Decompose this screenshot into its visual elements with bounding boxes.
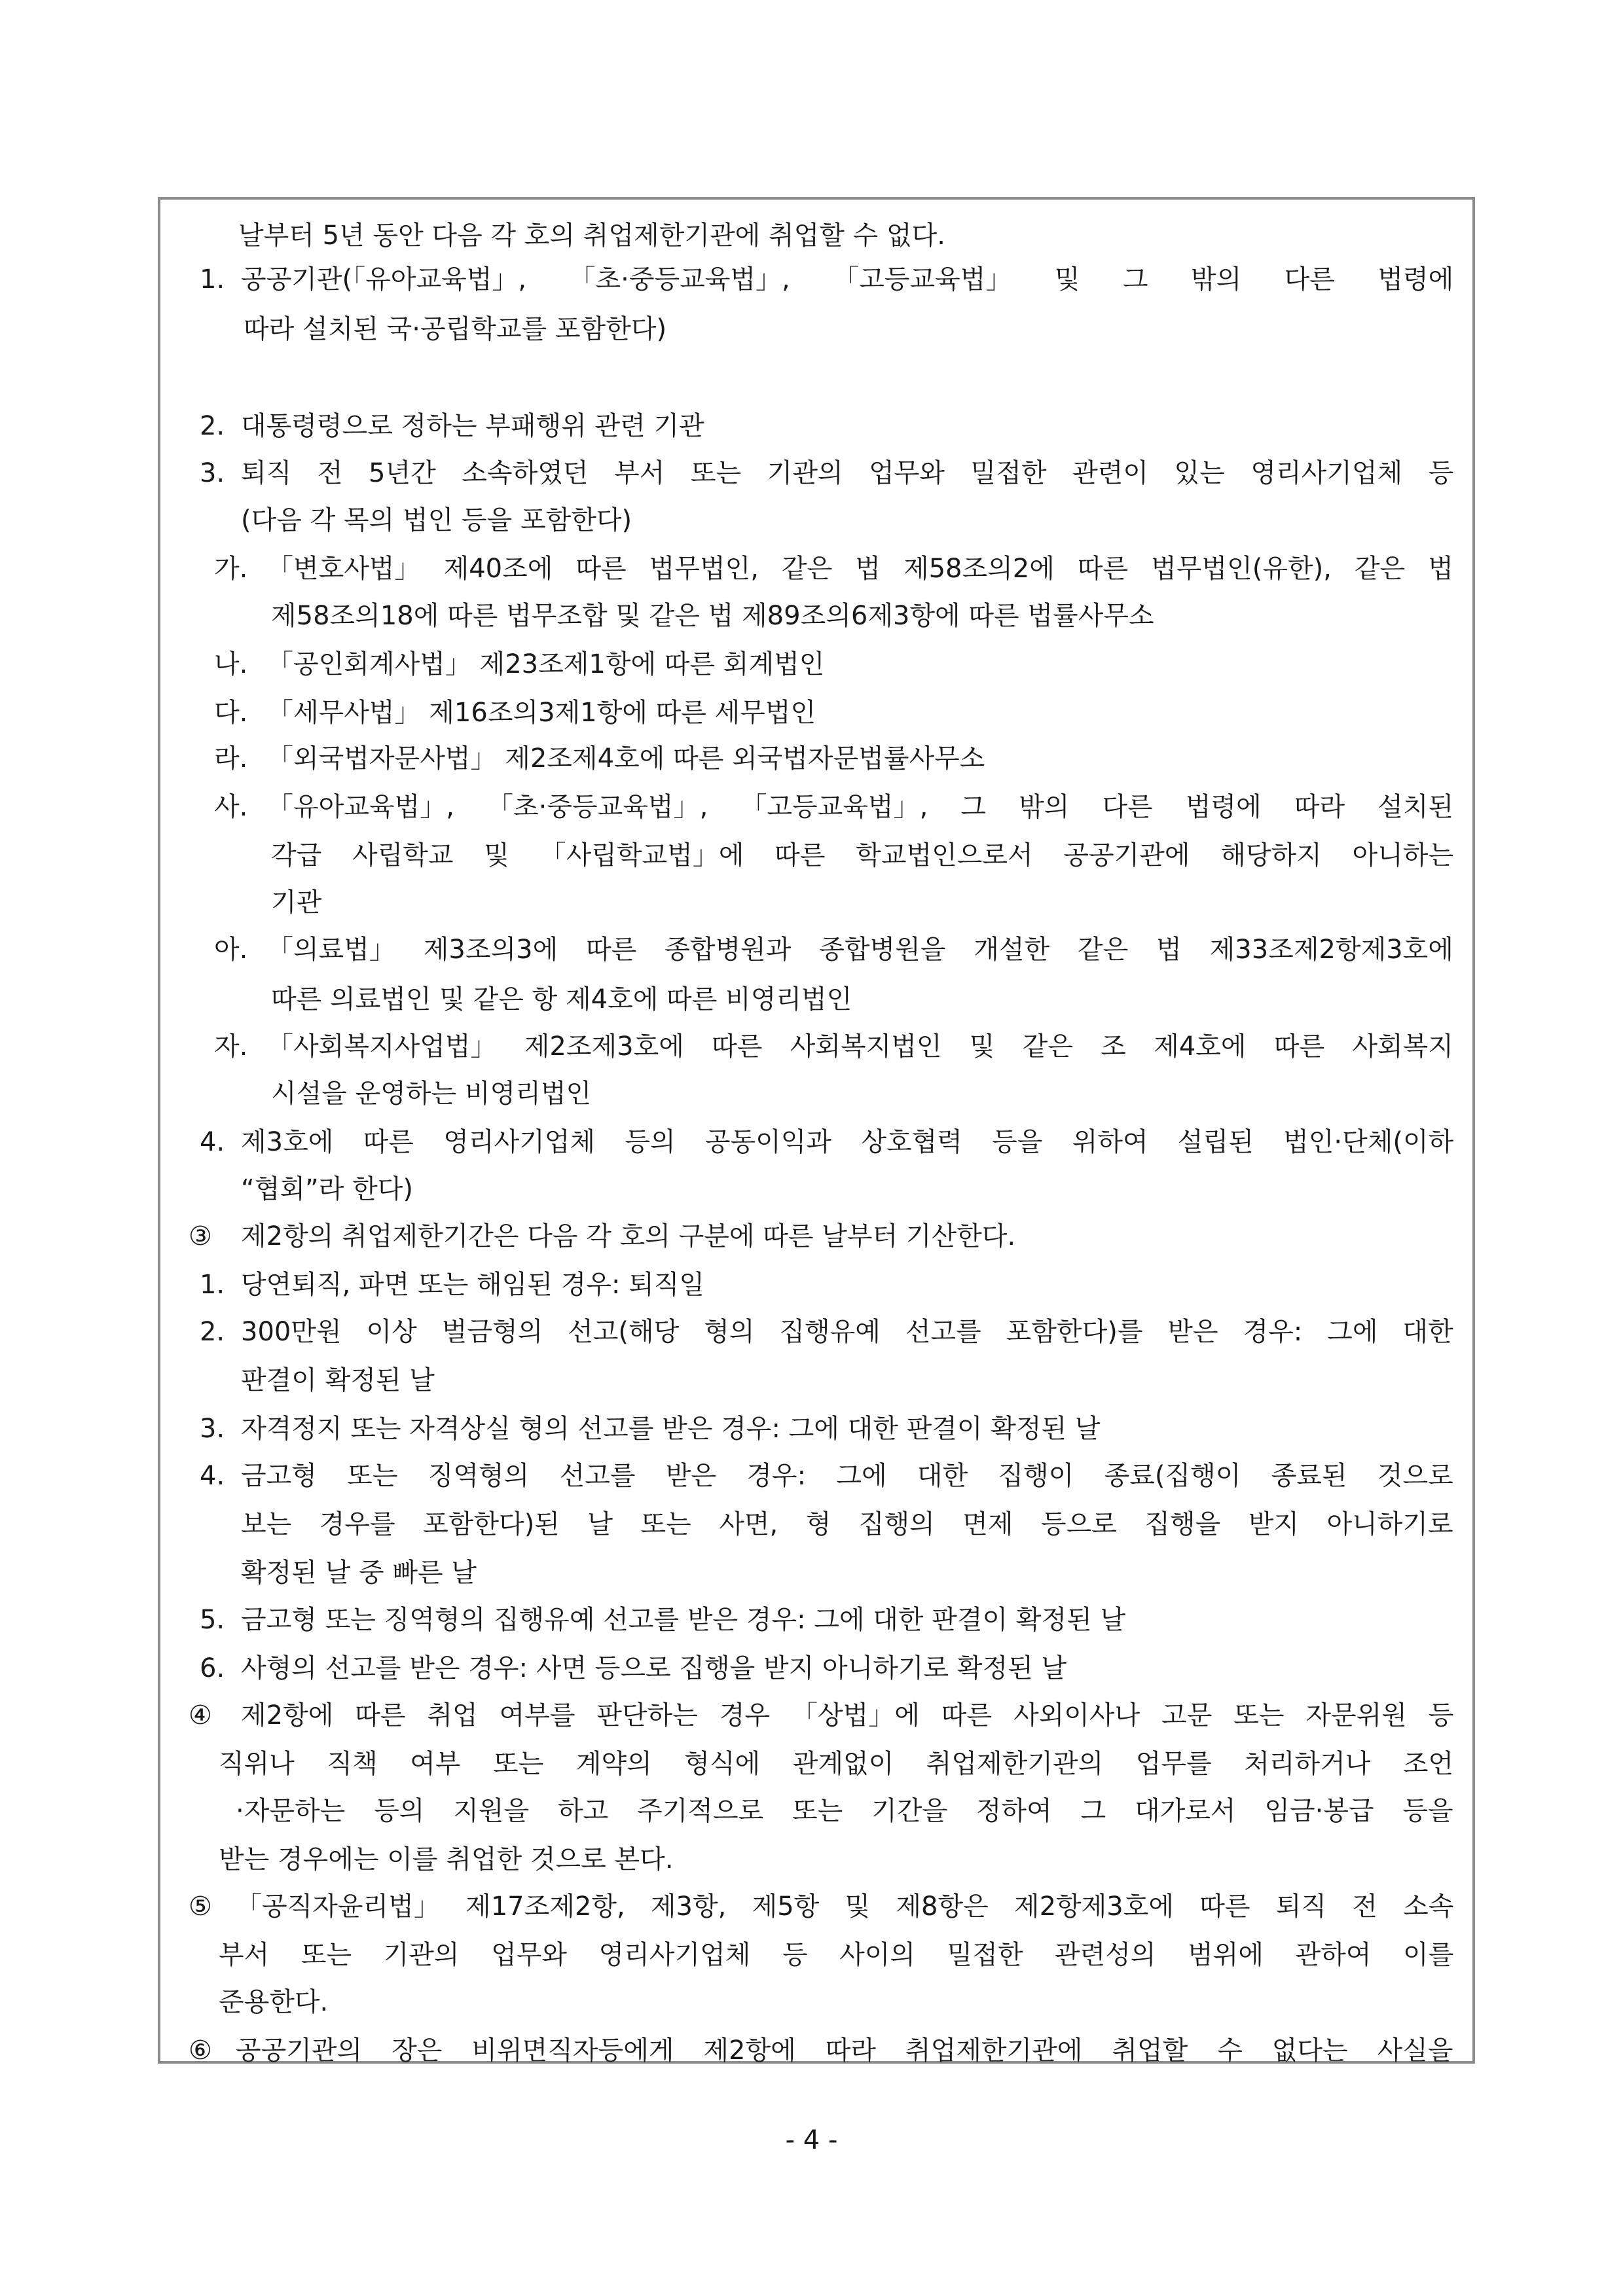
line-label: 라. [214,744,248,774]
text-line: 시설을 운영하는 비영리법인 [271,1079,592,1109]
text-line: 퇴직 전 5년간 소속하였던 부서 또는 기관의 업무와 밀접한 관련이 있는 영리사기업체 등 [241,458,1454,488]
line-label: ④ [189,1700,212,1731]
text-line: 300만원 이상 벌금형의 선고(해당 형의 집행유예 선고를 포함한다)를 받은 경우: 그에 대한 [241,1317,1453,1347]
text-line: 「세무사법」 제16조의3제1항에 따른 세무법인 [267,698,816,728]
line-label: 4. [200,1461,225,1491]
text-line: “협회”라 한다) [241,1174,413,1204]
text-line: 당연퇴직, 파면 또는 해임된 경우: 퇴직일 [241,1270,705,1300]
line-label: ⑤ [189,1892,212,1922]
text-line: 제58조의18에 따른 법무조합 및 같은 법 제89조의6제3항에 따른 법률사무소 [271,601,1154,631]
text-line: 보는 경우를 포함한다)된 날 또는 사면, 형 집행의 면제 등으로 집행을 받지 아니하기로 [241,1509,1453,1539]
text-line: 판결이 확정된 날 [241,1365,435,1395]
text-line: 금고형 또는 징역형의 선고를 받은 경우: 그에 대한 집행이 종료(집행이 종료된 것으로 [241,1461,1453,1491]
line-label: 4. [200,1127,225,1157]
text-line: 받는 경우에는 이를 취업한 것으로 본다. [219,1844,674,1874]
line-label: 자. [214,1031,248,1062]
line-label: 가. [214,554,248,584]
line-label: 2. [200,1317,225,1347]
text-line: 확정된 날 중 빠른 날 [241,1558,477,1588]
page-number: - 4 - [785,2125,838,2155]
text-line: 제2항에 따른 취업 여부를 판단하는 경우 「상법」에 따른 사외이사나 고문 또는 자문위원 등 [241,1700,1454,1731]
line-label: ③ [189,1221,212,1251]
line-label: 아. [214,935,248,965]
text-line: 「사회복지사업법」 제2조제3호에 따른 사회복지법인 및 같은 조 제4호에 따른 사회복지 [267,1031,1453,1062]
text-line: 「외국법자문사법」 제2조제4호에 따른 외국법자문법률사무소 [267,744,985,774]
text-line: 자격정지 또는 자격상실 형의 선고를 받은 경우: 그에 대한 판결이 확정된 날 [241,1414,1101,1444]
line-label: 2. [200,411,225,441]
line-label: 사. [214,792,248,822]
line-label: 3. [200,458,225,488]
text-line: 준용한다. [219,1987,329,2017]
line-label: 나. [214,649,248,679]
text-line: 각급 사립학교 및 「사립학교법」에 따른 학교법인으로서 공공기관에 해당하지 아니하는 [271,840,1454,870]
text-line: (다음 각 목의 법인 등을 포함한다) [241,505,632,535]
line-label: 다. [214,698,248,728]
text-line: 「의료법」 제3조의3에 따른 종합병원과 종합병원을 개설한 같은 법 제33조제2항제3호에 [267,935,1453,965]
text-line: 제3호에 따른 영리사기업체 등의 공동이익과 상호협력 등을 위하여 설립된 법인·단체(이하 [241,1127,1454,1157]
line-label: 6. [200,1653,225,1683]
text-line: ·자문하는 등의 지원을 하고 주기적으로 또는 기간을 정하여 그 대가로서 임금·봉급 등을 [236,1796,1453,1826]
text-line: 금고형 또는 징역형의 집행유예 선고를 받은 경우: 그에 대한 판결이 확정된 날 [241,1605,1126,1635]
text-line: 「공인회계사법」 제23조제1항에 따른 회계법인 [267,649,825,679]
text-line: 기관 [271,888,322,918]
text-line: 공공기관의 장은 비위면직자등에게 제2항에 따라 취업제한기관에 취업할 수 없다는 사실을 [236,2036,1453,2066]
text-line: 제2항의 취업제한기간은 다음 각 호의 구분에 따른 날부터 기산한다. [241,1221,1016,1251]
line-label: 3. [200,1414,225,1444]
text-line: 「변호사법」 제40조에 따른 법무법인, 같은 법 제58조의2에 따른 법무법인(유한), 같은 법 [267,554,1453,584]
text-line: 부서 또는 기관의 업무와 영리사기업체 등 사이의 밀접한 관련성의 범위에 관하여 이를 [219,1940,1454,1970]
text-line: 직위나 직책 여부 또는 계약의 형식에 관계없이 취업제한기관의 업무를 처리하거나 조언 [219,1749,1454,1779]
line-label: 5. [200,1605,225,1635]
text-line: 사형의 선고를 받은 경우: 사면 등으로 집행을 받지 아니하기로 확정된 날 [241,1653,1067,1683]
text-line: 따라 설치된 국·공립학교를 포함한다) [244,314,667,344]
text-line: 「유아교육법」, 「초·중등교육법」, 「고등교육법」, 그 밖의 다른 법령에 따라 설치된 [267,792,1454,822]
text-line: 공공기관(「유아교육법」, 「초·중등교육법」, 「고등교육법」 및 그 밖의 다른 법령에 [241,264,1454,295]
line-label: 1. [200,1270,225,1300]
text-line: 「공직자윤리법」 제17조제2항, 제3항, 제5항 및 제8항은 제2항제3호에 따른 퇴직 전 소속 [236,1892,1454,1922]
text-line: 따른 의료법인 및 같은 항 제4호에 따른 비영리법인 [271,984,852,1014]
line-label: ⑥ [189,2036,212,2066]
text-line: 대통령령으로 정하는 부패행위 관련 기관 [241,411,704,441]
text-line: 날부터 5년 동안 다음 각 호의 취업제한기관에 취업할 수 없다. [238,221,945,251]
line-label: 1. [200,264,225,295]
